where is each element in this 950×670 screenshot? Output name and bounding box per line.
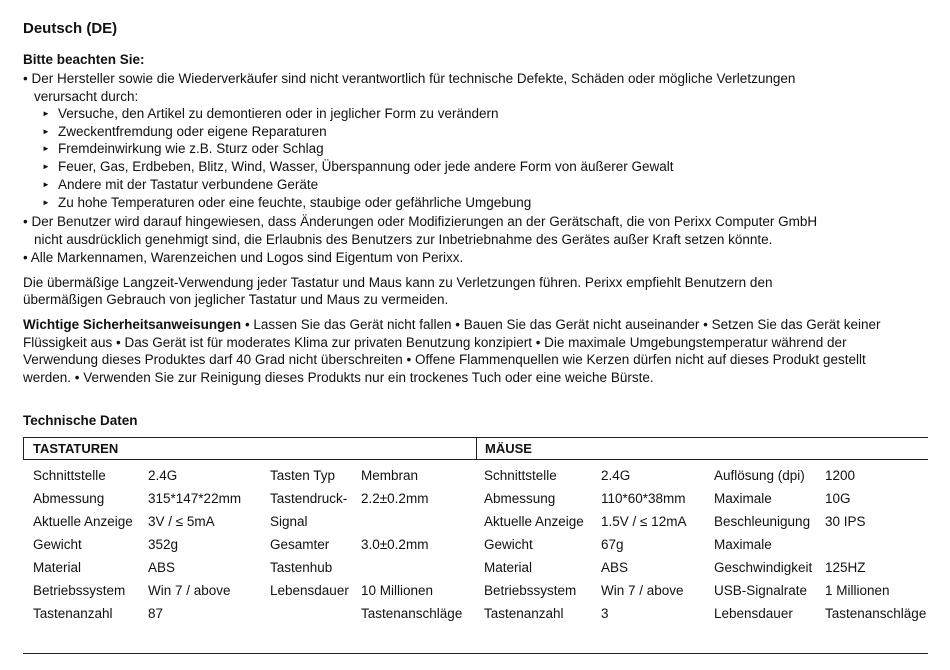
cause-item: Zu hohe Temperaturen oder eine feuchte, staubige oder gefährliche Umgebung: [58, 195, 532, 210]
cause-bullet-icon: ►: [42, 180, 50, 189]
kb-spec-value: 10 Millionen: [361, 583, 434, 598]
mouse-spec-label: Maximale: [714, 537, 772, 552]
mouse-spec-label: USB-Signalrate: [714, 583, 808, 598]
mouse-spec-value: 110*60*38mm: [601, 491, 686, 506]
cause-item: Zweckentfremdung oder eigene Reparaturen: [58, 124, 327, 139]
cause-bullet-icon: ►: [42, 127, 50, 136]
notice-bullet-1-cont: verursacht durch:: [34, 89, 139, 104]
cause-item: Fremdeinwirkung wie z.B. Sturz oder Schlag: [58, 141, 324, 156]
kb-spec-label: Aktuelle Anzeige: [33, 514, 133, 529]
mouse-spec-label: Maximale: [714, 491, 772, 506]
mouse-spec-value: 1.5V / ≤ 12mA: [601, 514, 687, 529]
mouse-spec-value: 30 IPS: [825, 514, 866, 529]
kb-spec-label: Betriebssystem: [33, 583, 126, 598]
kb-spec-label: Tasten Typ: [270, 468, 336, 483]
kb-spec-label: Abmessung: [33, 491, 105, 506]
kb-spec-label: Gesamter: [270, 537, 330, 552]
kb-spec-value: Membran: [361, 468, 419, 483]
cause-item: Versuche, den Artikel zu demontieren oder in jeglicher Form zu verändern: [58, 106, 499, 121]
mouse-spec-value: 10G: [825, 491, 851, 506]
kb-spec-label: Tastendruck-: [270, 491, 348, 506]
kb-spec-value: 87: [148, 606, 164, 621]
safety-text: • Lassen Sie das Gerät nicht fallen • Bauen Sie das Gerät nicht auseinander • Setzen Sie das Gerät keiner Flüssigkeit aus • Das Gerät ist für moderates Klima zur privaten Benutzung konzipiert • Die maximale Umgebungstemperatur während der Verwendung dieses Produktes darf 40 Grad nicht überschreiten • Offene Flammenquellen wie Kerzen dürfen nicht auf dieses Produkt gestellt werden. • Verwenden Sie zur Reinigung dieses Produkts nur ein trockenes Tuch oder eine weiche Bürste.: [23, 317, 881, 385]
cause-bullet-icon: ►: [42, 198, 50, 207]
kb-spec-value: 315*147*22mm: [148, 491, 242, 506]
kb-spec-label: Lebensdauer: [270, 583, 349, 598]
mouse-spec-value: 2.4G: [601, 468, 631, 483]
warning-line-1: Die übermäßige Langzeit-Verwendung jeder Tastatur und Maus kann zu Verletzungen führen. Perixx empfiehlt Benutzern den: [23, 275, 773, 290]
kb-spec-value: ABS: [148, 560, 176, 575]
kb-spec-label: Tastenhub: [270, 560, 333, 575]
mouse-spec-label: Aktuelle Anzeige: [484, 514, 584, 529]
mouse-header: MÄUSE: [485, 441, 532, 456]
mouse-spec-label: Auflösung (dpi): [714, 468, 805, 483]
mouse-spec-value: 1 Millionen: [825, 583, 890, 598]
table-header-border: [23, 459, 928, 460]
mouse-spec-value: Win 7 / above: [601, 583, 684, 598]
safety-title: Wichtige Sicherheitsanweisungen: [23, 317, 242, 332]
mouse-spec-label: Tastenanzahl: [484, 606, 564, 621]
notice-bullet-2-cont: nicht ausdrücklich genehmigt sind, die Erlaubnis des Benutzers zur Inbetriebnahme des Gerätes außer Kraft setzen könnte.: [34, 232, 773, 247]
mouse-spec-label: Lebensdauer: [714, 606, 793, 621]
cause-bullet-icon: ►: [42, 109, 50, 118]
kb-spec-label: Gewicht: [33, 537, 82, 552]
table-mid-border: [476, 437, 477, 459]
warning-line-2: übermäßigen Gebrauch von jeglicher Tastatur und Maus zu vermeiden.: [23, 292, 449, 307]
kb-spec-label: Material: [33, 560, 82, 575]
mouse-spec-label: Geschwindigkeit: [714, 560, 813, 575]
kb-spec-value: 3V / ≤ 5mA: [148, 514, 215, 529]
kb-spec-label: Signal: [270, 514, 308, 529]
notice-bullet-2: • Der Benutzer wird darauf hingewiesen, dass Änderungen oder Modifizierungen an der Gerätschaft, die von Perixx Computer GmbH: [23, 214, 818, 229]
kb-spec-label: Schnittstelle: [33, 468, 106, 483]
kb-spec-value: Tastenanschläge: [361, 606, 463, 621]
tech-title: Technische Daten: [23, 413, 138, 428]
keyboard-header: TASTATUREN: [33, 441, 119, 456]
mouse-spec-label: Betriebssystem: [484, 583, 577, 598]
notice-bullet-1: • Der Hersteller sowie die Wiederverkäufer sind nicht verantwortlich für technische Defekte, Schäden oder mögliche Verletzungen: [23, 71, 796, 86]
cause-item: Andere mit der Tastatur verbundene Geräte: [58, 177, 319, 192]
cause-bullet-icon: ►: [42, 162, 50, 171]
safety-instructions: [23, 316, 913, 386]
mouse-spec-value: 125HZ: [825, 560, 866, 575]
mouse-spec-value: 3: [601, 606, 609, 621]
mouse-spec-label: Material: [484, 560, 533, 575]
mouse-spec-value: 67g: [601, 537, 624, 552]
kb-spec-value: Win 7 / above: [148, 583, 231, 598]
kb-spec-value: 2.2±0.2mm: [361, 491, 429, 506]
table-bottom-border: [23, 653, 928, 654]
mouse-spec-label: Abmessung: [484, 491, 556, 506]
notice-bullet-3: • Alle Markennamen, Warenzeichen und Logos sind Eigentum von Perixx.: [23, 250, 464, 265]
mouse-spec-value: 1200: [825, 468, 856, 483]
kb-spec-value: 3.0±0.2mm: [361, 537, 429, 552]
table-left-border: [23, 437, 24, 459]
mouse-spec-value: ABS: [601, 560, 629, 575]
kb-spec-label: Tastenanzahl: [33, 606, 113, 621]
language-heading: Deutsch (DE): [23, 20, 118, 37]
mouse-spec-label: Gewicht: [484, 537, 533, 552]
cause-bullet-icon: ►: [42, 144, 50, 153]
mouse-spec-label: Schnittstelle: [484, 468, 557, 483]
kb-spec-value: 2.4G: [148, 468, 178, 483]
mouse-spec-value: Tastenanschläge: [825, 606, 927, 621]
mouse-spec-label: Beschleunigung: [714, 514, 811, 529]
notice-title: Bitte beachten Sie:: [23, 52, 145, 67]
cause-item: Feuer, Gas, Erdbeben, Blitz, Wind, Wasser, Überspannung oder jede andere Form von äußerer Gewalt: [58, 159, 674, 174]
kb-spec-value: 352g: [148, 537, 179, 552]
